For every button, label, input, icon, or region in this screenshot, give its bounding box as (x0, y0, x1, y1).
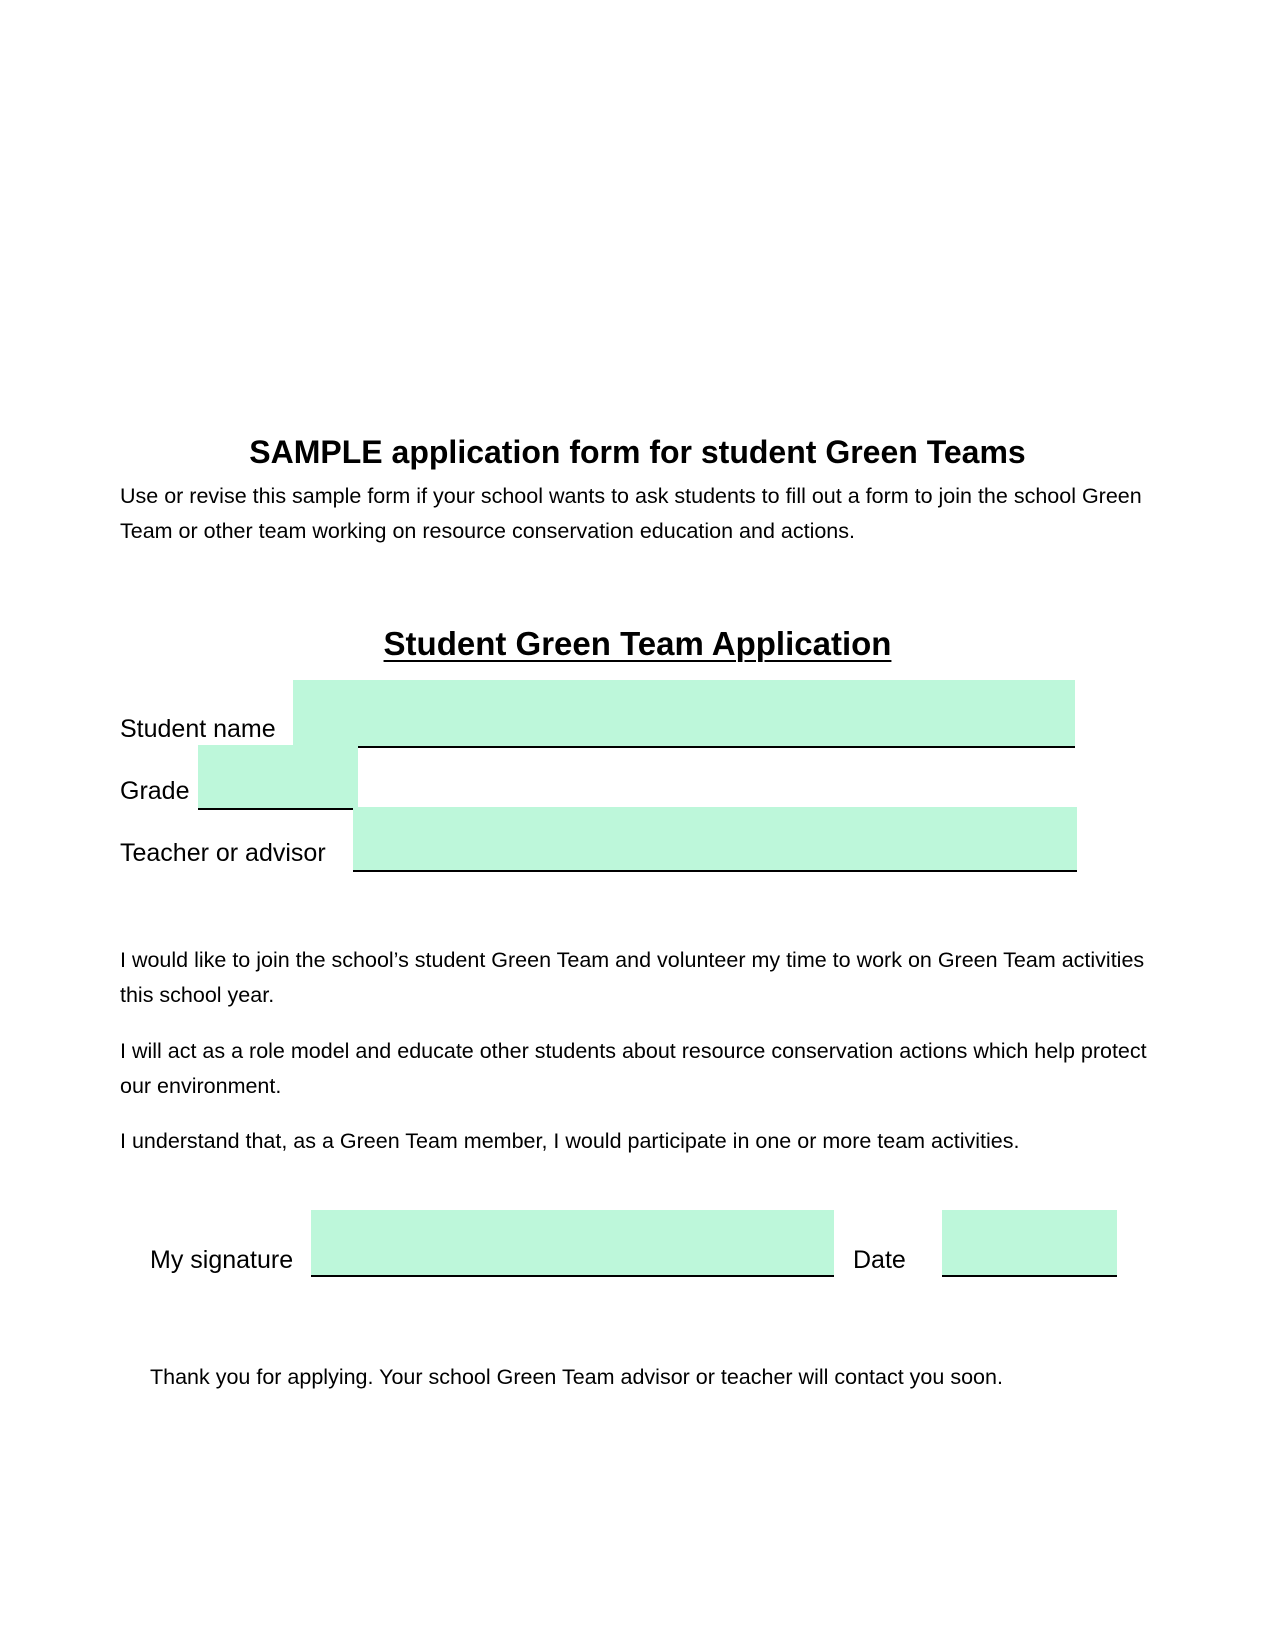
paragraph-participate: I understand that, as a Green Team member, I would participate in one or more team activities. (120, 1129, 1020, 1153)
form-title-text: Student Green Team Application (383, 625, 892, 662)
paragraph-role-model: I will act as a role model and educate other students about resource conservation actions which help protect our environment. (120, 1039, 1147, 1098)
date-field[interactable] (942, 1210, 1117, 1277)
student-name-field[interactable] (293, 680, 1075, 748)
form-title (0, 622, 1275, 666)
thanks-text: Thank you for applying. Your school Green Team advisor or teacher will contact you soon. (150, 1365, 1003, 1389)
signature-field[interactable] (311, 1210, 834, 1277)
paragraph-join: I would like to join the school’s student Green Team and volunteer my time to work on Green Team activities this school year. (120, 948, 1145, 1007)
grade-field[interactable] (198, 745, 358, 810)
student-name-label: Student name (120, 715, 276, 743)
date-label: Date (853, 1246, 906, 1274)
intro-text: Use or revise this sample form if your school wants to ask students to fill out a form to join the school Green Team or other team working on resource conservation education and actions. (120, 484, 1142, 543)
page-title: SAMPLE application form for student Green Teams (249, 434, 1026, 470)
teacher-field[interactable] (353, 807, 1077, 872)
teacher-label: Teacher or advisor (120, 839, 326, 867)
signature-label: My signature (150, 1246, 294, 1274)
grade-label: Grade (120, 777, 190, 805)
